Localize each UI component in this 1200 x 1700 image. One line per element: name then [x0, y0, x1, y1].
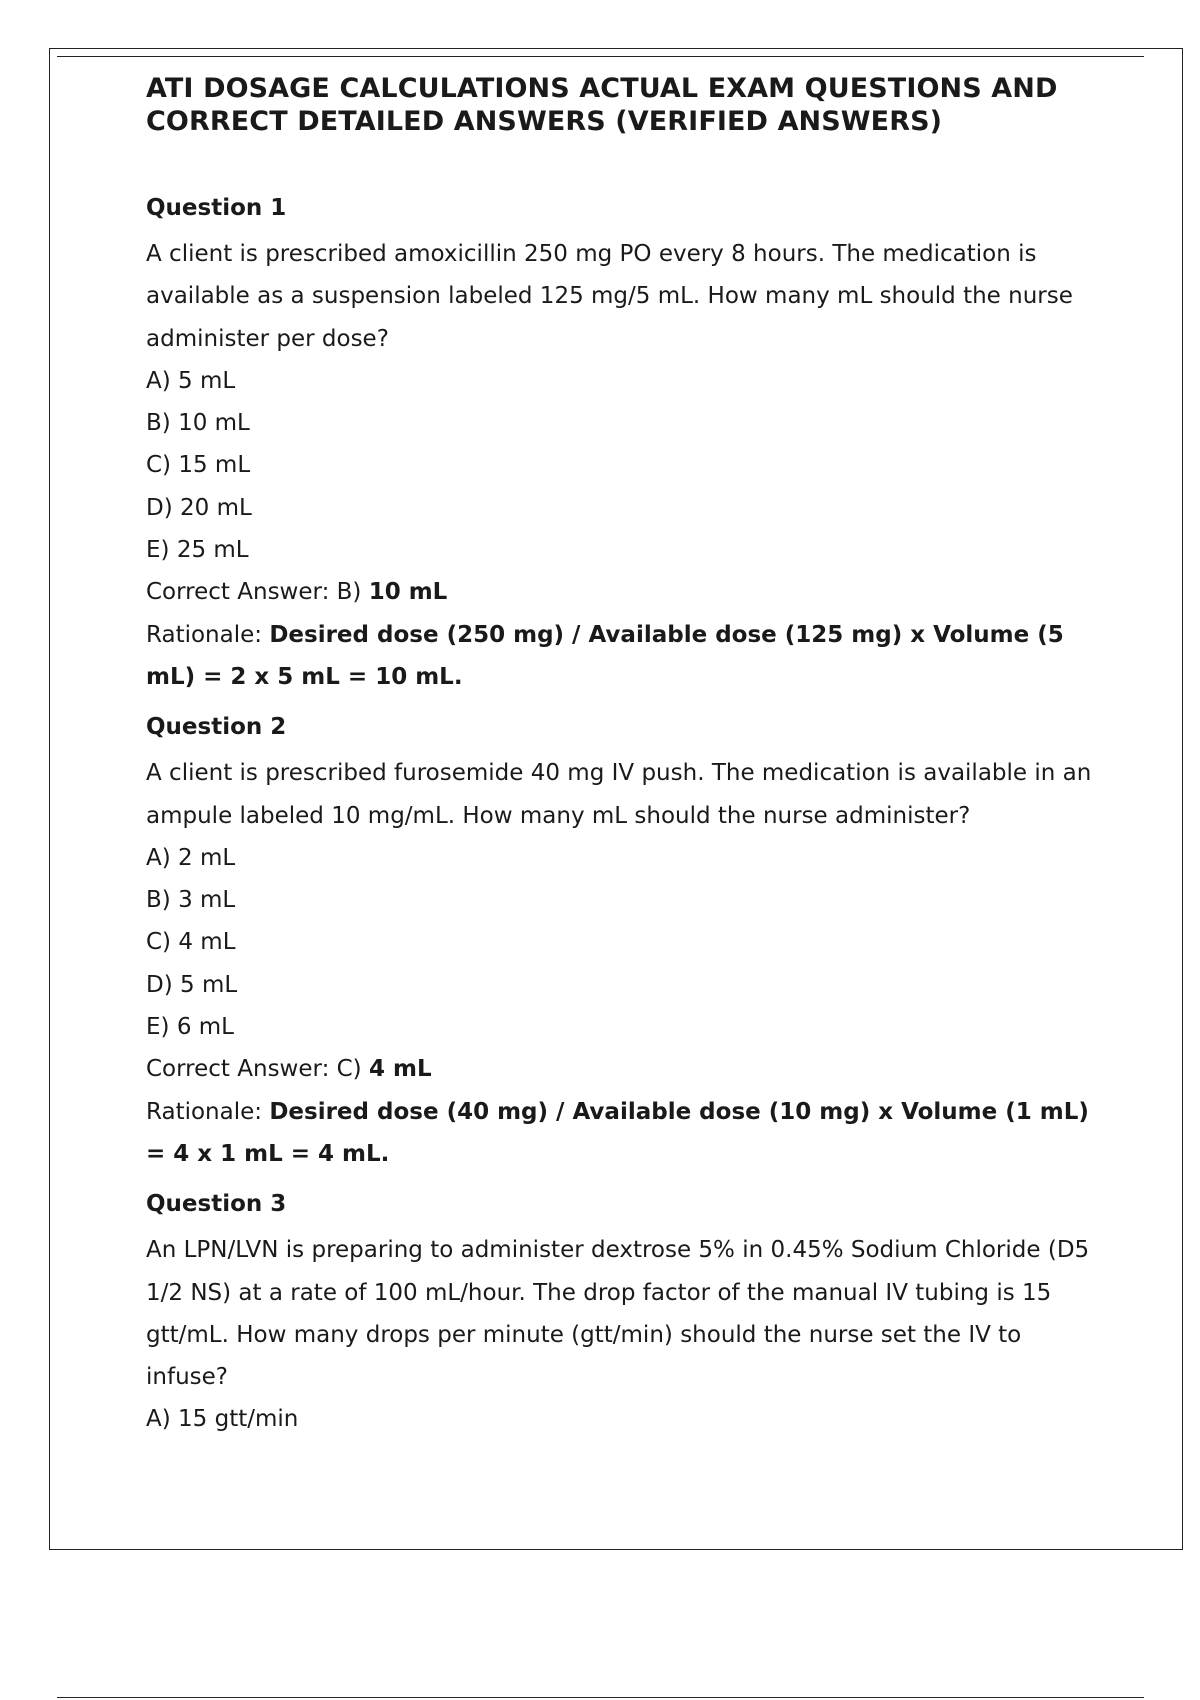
question-heading: Question 2	[146, 714, 287, 741]
answer-option: C) 4 mL	[146, 929, 236, 956]
answer-option: D) 5 mL	[146, 971, 238, 998]
answer-option: E) 6 mL	[146, 1014, 234, 1041]
question-2	[146, 712, 1106, 1175]
rationale-text: Desired dose (250 mg) / Available dose (125 mg) x Volume (5 mL) = 2 x 5 mL = 10 mL.	[146, 621, 1064, 690]
answer-option: A) 15 gtt/min	[146, 1406, 299, 1433]
correct-answer-value: 4 mL	[368, 1056, 432, 1083]
correct-answer-prefix: Correct Answer: C)	[146, 1056, 362, 1083]
answer-option: B) 10 mL	[146, 410, 250, 437]
answer-option: C) 15 mL	[146, 452, 251, 479]
question-stem: A client is prescribed amoxicillin 250 mg PO every 8 hours. The medication is available as a suspension labeled 125 mg/5 mL. How many mL should the nurse administer per dose?	[146, 241, 1073, 352]
question-stem: An LPN/LVN is preparing to administer dextrose 5% in 0.45% Sodium Chloride (D5 1/2 NS) at a rate of 100 mL/hour. The drop factor of the manual IV tubing is 15 gtt/mL. How many drops per minute (gtt/min) should the nurse set the IV to infuse?	[146, 1237, 1090, 1391]
answer-option: B) 3 mL	[146, 887, 236, 914]
answer-option: D) 20 mL	[146, 494, 252, 521]
correct-answer-prefix: Correct Answer: B)	[146, 579, 362, 606]
correct-answer	[146, 571, 1106, 613]
question-heading: Question 1	[146, 195, 287, 221]
bottom-rule	[57, 1697, 1144, 1698]
rationale	[146, 614, 1106, 699]
question-heading: Question 3	[146, 1191, 287, 1218]
answer-option: A) 5 mL	[146, 367, 236, 394]
document-content	[146, 72, 1106, 1455]
question-stem: A client is prescribed furosemide 40 mg IV push. The medication is available in an ampule labeled 10 mg/mL. How many mL should the nurse administer?	[146, 760, 1092, 829]
answer-option: E) 25 mL	[146, 537, 249, 564]
rationale-text: Desired dose (40 mg) / Available dose (10 mg) x Volume (1 mL) = 4 x 1 mL = 4 mL.	[146, 1098, 1089, 1167]
rationale-prefix: Rationale:	[146, 621, 263, 648]
correct-answer	[146, 1048, 1106, 1090]
correct-answer-value: 10 mL	[368, 579, 448, 606]
answer-option: A) 2 mL	[146, 844, 236, 871]
question-1	[146, 193, 1106, 698]
rationale	[146, 1091, 1106, 1176]
question-3	[146, 1189, 1106, 1440]
rationale-prefix: Rationale:	[146, 1098, 263, 1125]
document-title: ATI DOSAGE CALCULATIONS ACTUAL EXAM QUESTIONS AND CORRECT DETAILED ANSWERS (VERIFIED ANSWERS)	[146, 73, 1058, 137]
